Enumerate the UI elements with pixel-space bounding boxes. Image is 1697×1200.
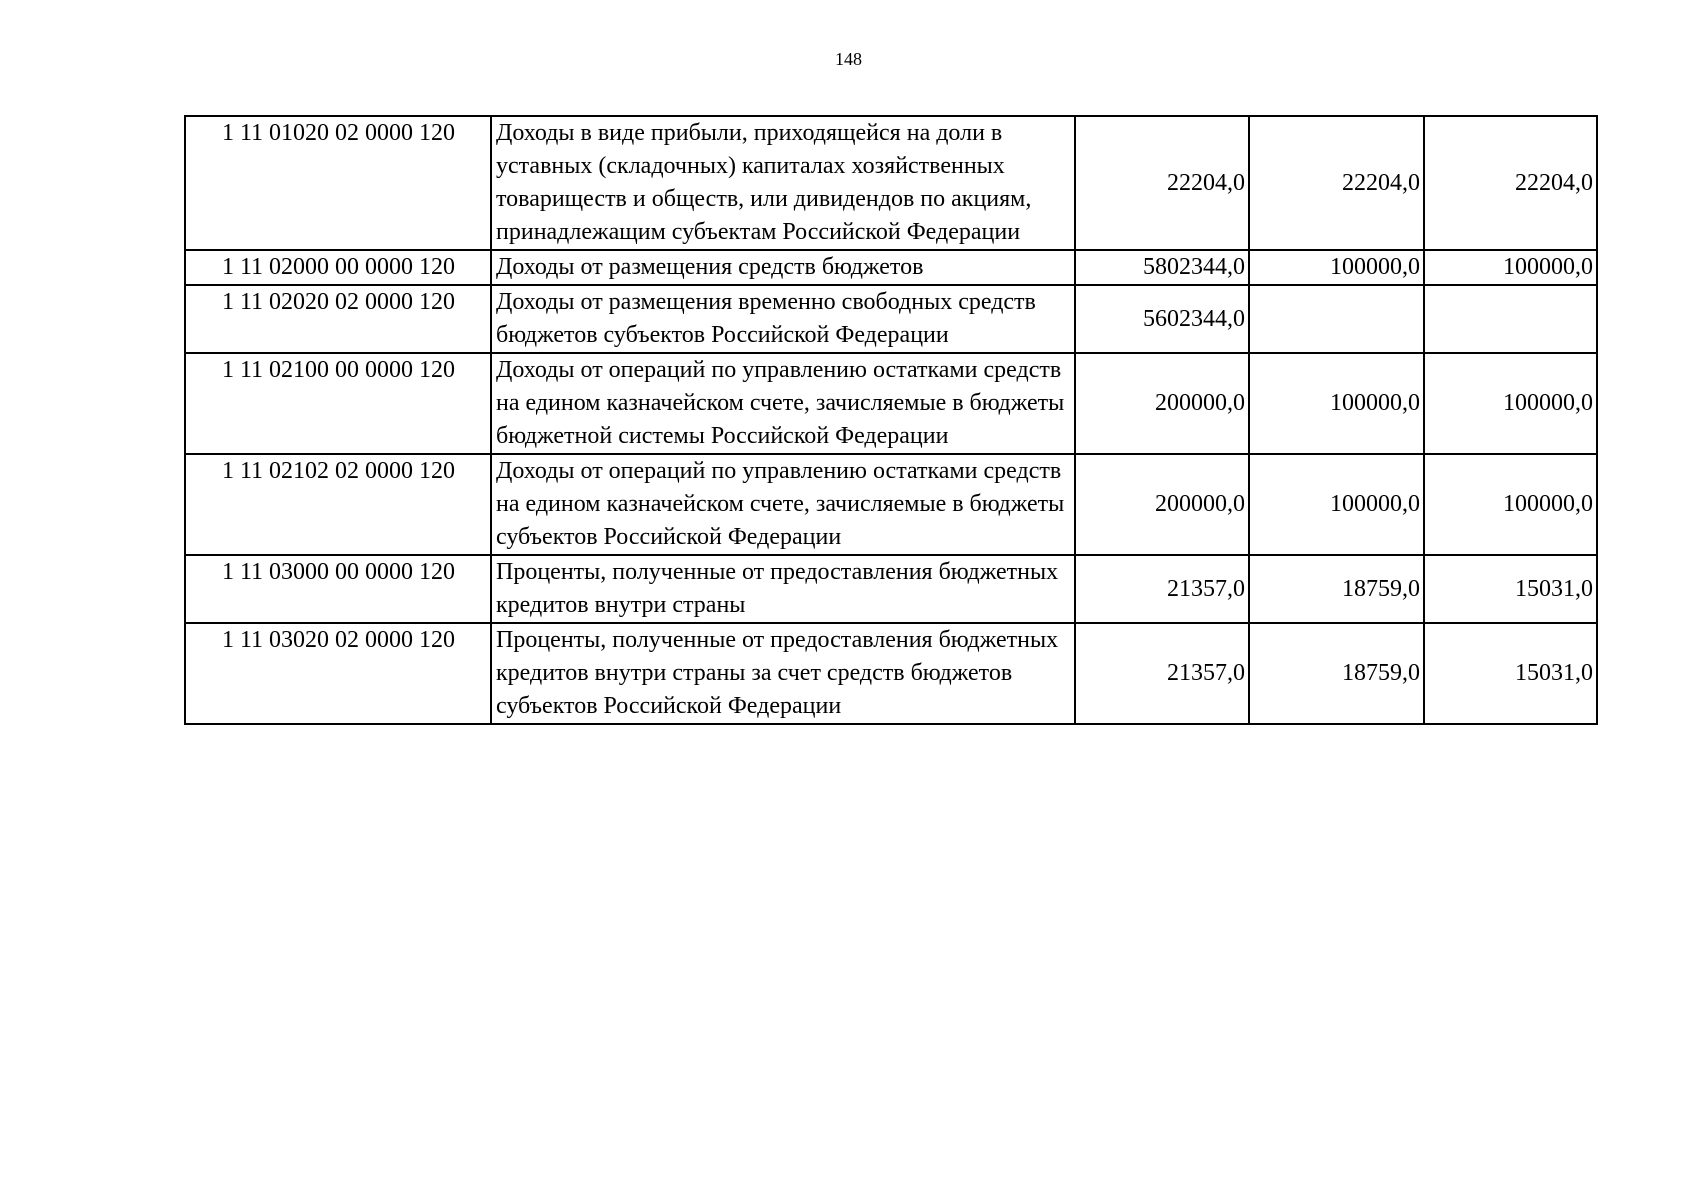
budget-code: 1 11 03020 02 0000 120 xyxy=(185,623,491,724)
revenue-name: Доходы от операций по управлению остатками средств на едином казначейском счете, зачисляемые в бюджеты бюджетной системы Российской Федерации xyxy=(491,353,1075,454)
page-number: 148 xyxy=(835,49,862,69)
value-col-3: 15031,0 xyxy=(1424,555,1597,623)
table-row xyxy=(185,250,1597,285)
value-col-2: 100000,0 xyxy=(1249,454,1424,555)
table-row xyxy=(185,555,1597,623)
value-col-3: 22204,0 xyxy=(1424,116,1597,250)
value-col-3: 100000,0 xyxy=(1424,454,1597,555)
value-col-3: 15031,0 xyxy=(1424,623,1597,724)
table-row xyxy=(185,285,1597,353)
value-col-2: 100000,0 xyxy=(1249,353,1424,454)
budget-code: 1 11 02000 00 0000 120 xyxy=(185,250,491,285)
revenue-table xyxy=(184,115,1598,725)
value-col-1: 5602344,0 xyxy=(1075,285,1249,353)
value-col-1: 5802344,0 xyxy=(1075,250,1249,285)
budget-code: 1 11 02100 00 0000 120 xyxy=(185,353,491,454)
value-col-2: 100000,0 xyxy=(1249,250,1424,285)
revenue-name: Доходы в виде прибыли, приходящейся на доли в уставных (складочных) капиталах хозяйственных товариществ и обществ, или дивидендов по акциям, принадлежащим субъектам Российской Федерации xyxy=(491,116,1075,250)
budget-code: 1 11 01020 02 0000 120 xyxy=(185,116,491,250)
revenue-name: Проценты, полученные от предоставления бюджетных кредитов внутри страны за счет средств бюджетов субъектов Российской Федерации xyxy=(491,623,1075,724)
value-col-1: 200000,0 xyxy=(1075,353,1249,454)
budget-code: 1 11 02020 02 0000 120 xyxy=(185,285,491,353)
table-row xyxy=(185,116,1597,250)
value-col-1: 21357,0 xyxy=(1075,555,1249,623)
value-col-2: 18759,0 xyxy=(1249,555,1424,623)
value-col-3 xyxy=(1424,285,1597,353)
revenue-name: Доходы от размещения средств бюджетов xyxy=(491,250,1075,285)
revenue-name: Проценты, полученные от предоставления бюджетных кредитов внутри страны xyxy=(491,555,1075,623)
budget-code: 1 11 03000 00 0000 120 xyxy=(185,555,491,623)
value-col-2: 22204,0 xyxy=(1249,116,1424,250)
value-col-2 xyxy=(1249,285,1424,353)
table-row xyxy=(185,623,1597,724)
value-col-1: 22204,0 xyxy=(1075,116,1249,250)
budget-code: 1 11 02102 02 0000 120 xyxy=(185,454,491,555)
value-col-1: 200000,0 xyxy=(1075,454,1249,555)
value-col-3: 100000,0 xyxy=(1424,353,1597,454)
table-row xyxy=(185,454,1597,555)
value-col-1: 21357,0 xyxy=(1075,623,1249,724)
value-col-2: 18759,0 xyxy=(1249,623,1424,724)
revenue-name: Доходы от операций по управлению остатками средств на едином казначейском счете, зачисляемые в бюджеты субъектов Российской Федерации xyxy=(491,454,1075,555)
revenue-name: Доходы от размещения временно свободных средств бюджетов субъектов Российской Федерации xyxy=(491,285,1075,353)
table-row xyxy=(185,353,1597,454)
value-col-3: 100000,0 xyxy=(1424,250,1597,285)
